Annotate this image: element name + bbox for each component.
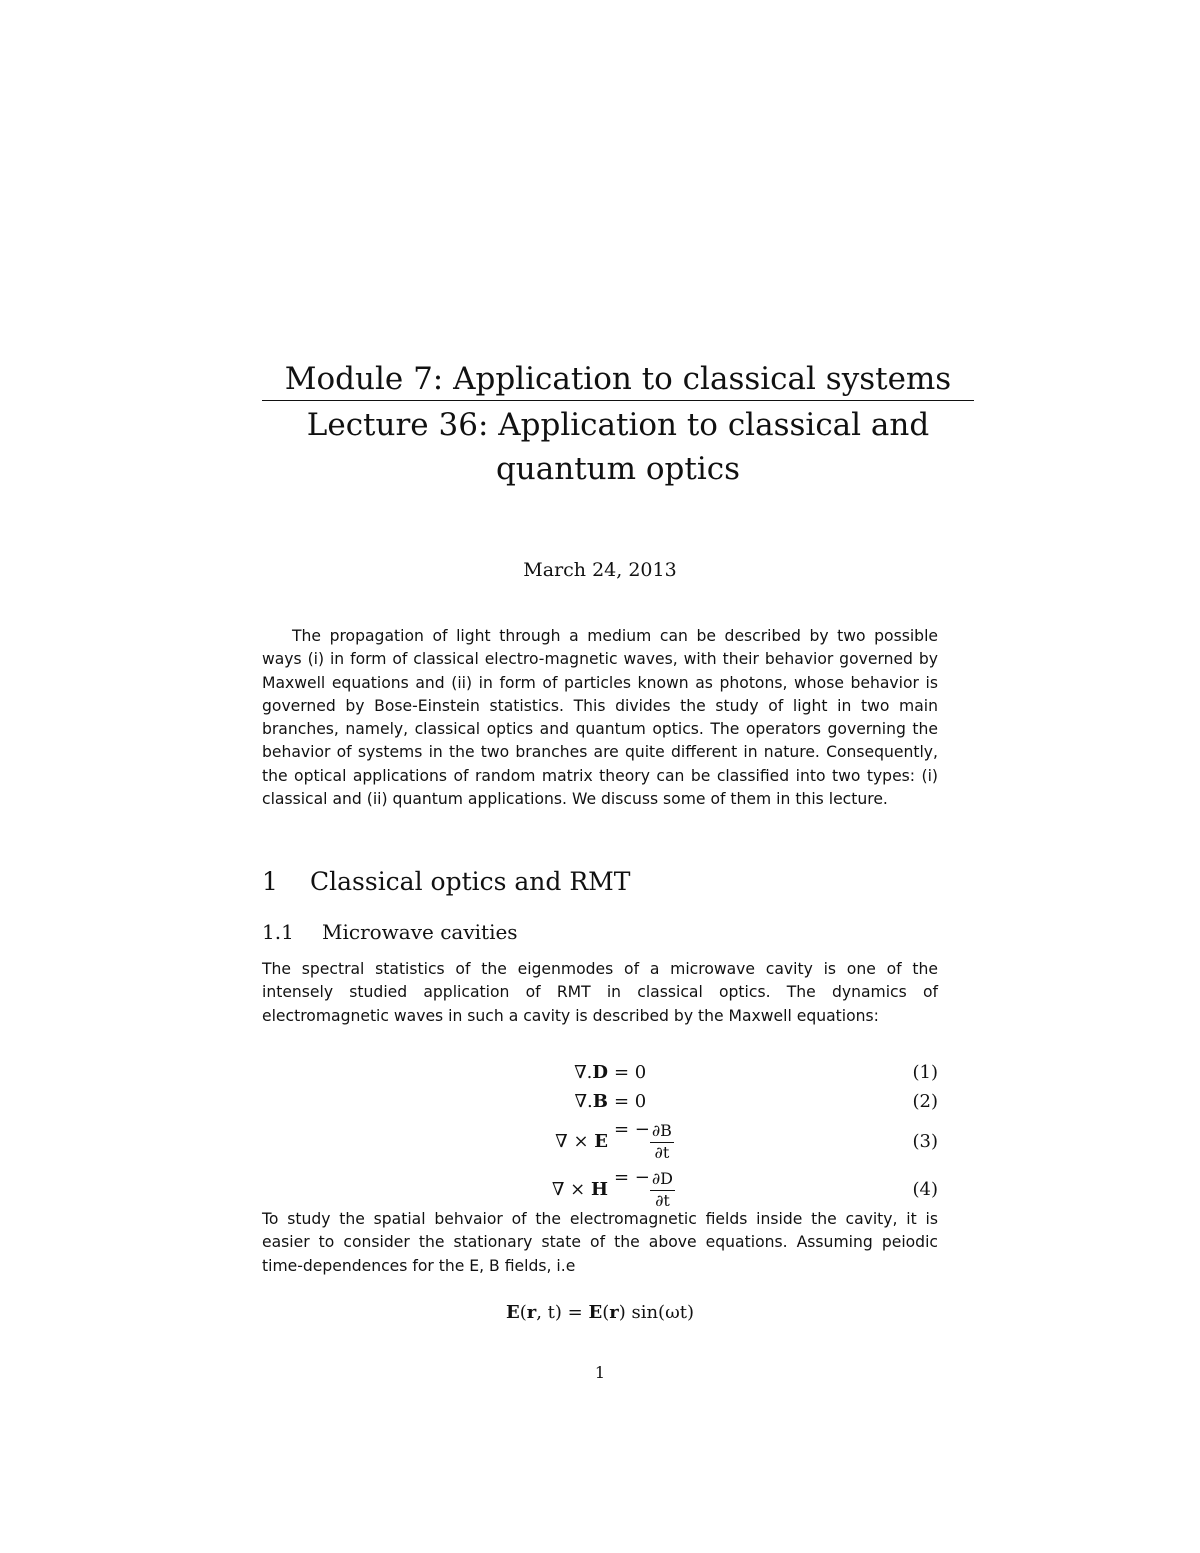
equation-lhs: ∇.B <box>574 1091 608 1112</box>
page-number: 1 <box>594 1363 606 1382</box>
section-title: Classical optics and RMT <box>310 867 631 896</box>
title-block <box>262 360 974 491</box>
equation-rhs: = − $\frac{\partial D}{\partial t}$ <box>614 1167 673 1210</box>
equation-rhs: = − $\frac{\partial B}{\partial t}$ <box>614 1119 672 1162</box>
subsection-heading <box>262 918 938 946</box>
display-equation: E(r, t) = E(r) sin(ωt) <box>505 1302 695 1323</box>
subsection-title: Microwave cavities <box>322 920 518 944</box>
body-paragraph-1: The spectral statistics of the eigenmodes of a microwave cavity is one of the intensely studied application of RMT in classical optics. The dynamics of electromagnetic waves in such a cavity is described by the Maxwell equations: <box>262 960 938 1025</box>
abstract-paragraph: The propagation of light through a medium can be described by two possible ways (i) in form of classical electro-magnetic waves, with their behavior governed by Maxwell equations and (ii) in form of particles known as photons, whose behavior is governed by Bose-Einstein statistics. This divides the study of light in two main branches, namely, classical optics and quantum optics. The operators governing the behavior of systems in the two branches are quite different in nature. Consequently, the optical applications of random matrix theory can be classified into two types: (i) classical and (ii) quantum applications. We discuss some of them in this lecture. <box>262 627 938 809</box>
document-date: March 24, 2013 <box>523 559 677 581</box>
subsection-number: 1.1 <box>262 920 294 944</box>
equation-number: (3) <box>912 1131 938 1152</box>
equation-lhs: ∇ × H <box>551 1179 608 1200</box>
section-heading <box>262 866 938 898</box>
body-paragraph-2: To study the spatial behvaior of the electromagnetic fields inside the cavity, it is easier to consider the stationary state of the above equations. Assuming peiodic time-dependences for the E, B fields, i.e <box>262 1210 938 1275</box>
equation-number: (2) <box>912 1091 938 1112</box>
equation-2 <box>262 1091 938 1121</box>
fraction: $\frac{\partial B}{\partial t}$ <box>651 1121 672 1162</box>
lecture-title: Lecture 36: Application to classical and quantum optics <box>306 407 930 487</box>
equation-rhs: = 0 <box>614 1062 647 1083</box>
equation-lhs: ∇.D <box>574 1062 608 1083</box>
equation-number: (1) <box>912 1062 938 1083</box>
equation-lhs: ∇ × E <box>555 1131 608 1152</box>
equation-3 <box>262 1121 938 1167</box>
section-number: 1 <box>262 867 278 896</box>
equation-number: (4) <box>912 1179 938 1200</box>
module-title: Module 7: Application to classical systems <box>262 360 974 401</box>
equation-1 <box>262 1062 938 1092</box>
equation-rhs: = 0 <box>614 1091 647 1112</box>
fraction: $\frac{\partial D}{\partial t}$ <box>651 1169 673 1210</box>
